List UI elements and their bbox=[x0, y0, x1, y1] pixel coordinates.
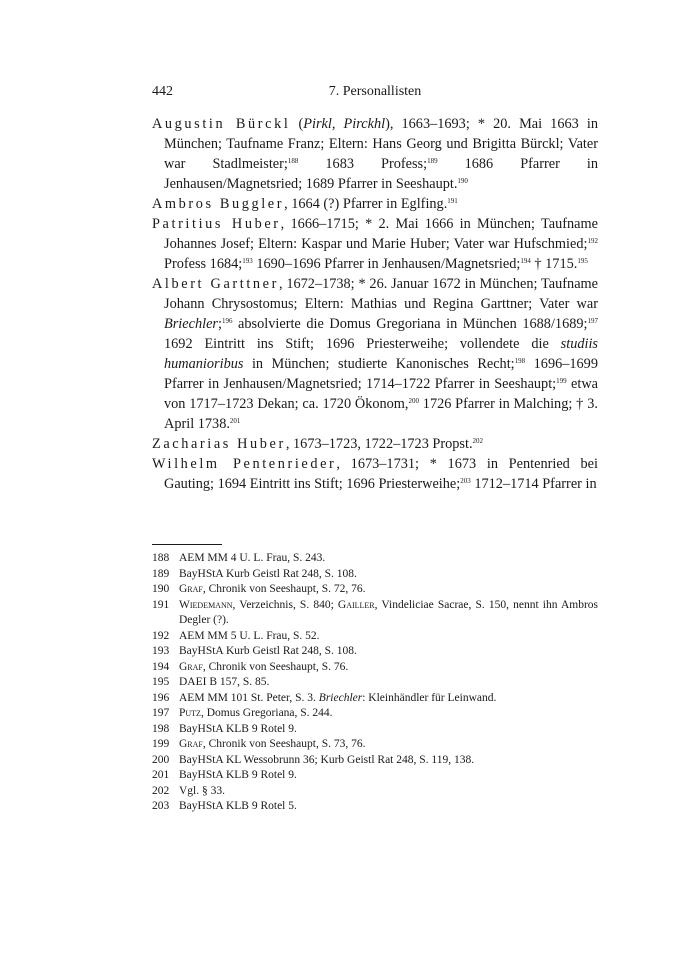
page-number: 442 bbox=[152, 84, 173, 99]
entry-name: Albert Garttner bbox=[152, 276, 279, 292]
page-body bbox=[152, 84, 598, 494]
footnote-198 bbox=[152, 722, 598, 738]
footnote-number: 202 bbox=[152, 784, 170, 797]
footnote-201 bbox=[152, 768, 598, 784]
entry-name: Augustin Bürckl bbox=[152, 116, 291, 132]
footnote-ref[interactable]: 201 bbox=[229, 417, 241, 425]
footnote-text: AEM MM 5 U. L. Frau, S. 52. bbox=[179, 629, 320, 642]
footnote-text: BayHStA KL Wessobrunn 36; Kurb Geistl Rat 248, S. 119, 138. bbox=[179, 753, 475, 766]
footnote-196 bbox=[152, 691, 598, 707]
footnote-ref[interactable]: 194 bbox=[520, 257, 531, 265]
footnote-text: BayHStA KLB 9 Rotel 5. bbox=[179, 800, 297, 812]
entry-name: Patritius Huber bbox=[152, 216, 281, 232]
footnote-ref[interactable]: 196 bbox=[221, 317, 233, 325]
footnote-188 bbox=[152, 551, 598, 567]
entry-name: Wilhelm Pentenrieder bbox=[152, 456, 337, 472]
footnote-ref[interactable]: 197 bbox=[587, 317, 598, 325]
footnote-199 bbox=[152, 737, 598, 753]
footnote-202 bbox=[152, 784, 598, 800]
footnote-190 bbox=[152, 582, 598, 598]
footnote-text: BayHStA KLB 9 Rotel 9. bbox=[179, 769, 297, 781]
footnote-number: 203 bbox=[152, 800, 170, 812]
footnote-189 bbox=[152, 567, 598, 583]
footnote-text: Wiedemann, Verzeichnis, S. 840; Gailler, Vindeliciae Sacrae, S. 150, nennt ihn Ambros Degler (?). bbox=[179, 598, 599, 626]
footnote-text: AEM MM 4 U. L. Frau, S. 243. bbox=[179, 552, 326, 564]
footnote-ref[interactable]: 191 bbox=[447, 197, 458, 205]
footnote-number: 188 bbox=[152, 552, 170, 564]
footnote-ref[interactable]: 202 bbox=[472, 437, 484, 445]
footnote-ref[interactable]: 193 bbox=[242, 257, 253, 265]
footnote-number: 189 bbox=[152, 567, 170, 580]
footnote-ref[interactable]: 199 bbox=[556, 377, 567, 385]
footnote-text: Graf, Chronik von Seeshaupt, S. 76. bbox=[179, 660, 349, 673]
footnote-200 bbox=[152, 753, 598, 769]
footnote-text: BayHStA Kurb Geistl Rat 248, S. 108. bbox=[179, 645, 357, 657]
entry-list bbox=[152, 114, 598, 494]
footnote-ref[interactable]: 189 bbox=[427, 157, 438, 165]
footnote-number: 192 bbox=[152, 629, 170, 642]
footnote-text: Graf, Chronik von Seeshaupt, S. 73, 76. bbox=[179, 738, 366, 750]
footnote-text: BayHStA KLB 9 Rotel 9. bbox=[179, 722, 297, 735]
footnote-number: 201 bbox=[152, 769, 170, 781]
footnote-text: Graf, Chronik von Seeshaupt, S. 72, 76. bbox=[179, 583, 366, 595]
footnote-number: 191 bbox=[152, 598, 170, 611]
footnote-ref[interactable]: 188 bbox=[287, 157, 299, 165]
footnote-text: BayHStA Kurb Geistl Rat 248, S. 108. bbox=[179, 567, 357, 580]
footnote-text: Putz, Domus Gregoriana, S. 244. bbox=[179, 707, 333, 719]
footnote-ref[interactable]: 203 bbox=[460, 477, 471, 485]
footnote-number: 190 bbox=[152, 583, 170, 595]
footnote-192 bbox=[152, 629, 598, 645]
entry-augustin-buerckl: Augustin Bürckl (Pirkl, Pirckhl), 1663–1693; * 20. Mai 1663 in München; Taufname Franz; Eltern: Hans Georg und Brigitta Bürckl; Vater war Stadlmeister;$^{188}$ 1683 Profess;$^{189}$ 1686 Pfarrer in Jenhausen/Magnetsried; 1689 Pfarrer in Seeshaupt.$^{190}$ bbox=[152, 116, 599, 192]
footnote-ref[interactable]: 200 bbox=[408, 397, 419, 405]
footnote-text: DAEI B 157, S. 85. bbox=[179, 676, 270, 688]
entry-ambros-buggler: Ambros Buggler, 1664 (?) Pfarrer in Eglfing.$^{191}$ bbox=[152, 196, 458, 212]
footnote-number: 195 bbox=[152, 676, 170, 688]
footnote-191 bbox=[152, 598, 598, 629]
footnote-text: Vgl. § 33. bbox=[179, 784, 225, 797]
footnote-194 bbox=[152, 660, 598, 676]
footnote-ref[interactable]: 190 bbox=[457, 177, 468, 185]
running-title: 7. Personallisten bbox=[328, 84, 422, 99]
footnote-number: 193 bbox=[152, 645, 170, 657]
footnote-divider bbox=[152, 544, 222, 545]
entry-wilhelm-pentenrieder: Wilhelm Pentenrieder, 1673–1731; * 1673 in Pentenried bei Gauting; 1694 Eintritt ins Stift; 1696 Priesterweihe;$^{203}$ 1712–1714 Pfarrer in bbox=[152, 456, 598, 492]
footnote-number: 199 bbox=[152, 738, 170, 750]
entry-zacharias-huber: Zacharias Huber, 1673–1723, 1722–1723 Propst.$^{202}$ bbox=[152, 436, 484, 452]
footnote-ref[interactable]: 192 bbox=[587, 237, 598, 245]
footnote-197 bbox=[152, 706, 598, 722]
footnote-203 bbox=[152, 799, 598, 815]
entry-patritius-huber: Patritius Huber, 1666–1715; * 2. Mai 1666 in München; Taufname Johannes Josef; Eltern: Kaspar und Marie Huber; Vater war Hufschmied;$^{192}$ Profess 1684;$^{193}$ 1690–1696 Pfarrer in Jenhausen/Magnetsried;$^{194}$ † 1715.$^{195}$ bbox=[152, 216, 598, 272]
footnote-number: 194 bbox=[152, 660, 170, 673]
footnote-number: 196 bbox=[152, 691, 170, 704]
footnote-195 bbox=[152, 675, 598, 691]
footnote-text: AEM MM 101 St. Peter, S. 3. Briechler: Kleinhändler für Leinwand. bbox=[179, 691, 497, 704]
entry-name: Zacharias Huber bbox=[152, 436, 286, 452]
footnote-ref[interactable]: 198 bbox=[514, 357, 526, 365]
footnote-number: 197 bbox=[152, 707, 170, 719]
footnote-193 bbox=[152, 644, 598, 660]
footnote-list bbox=[152, 551, 598, 815]
page-header bbox=[152, 84, 598, 104]
footnote-number: 198 bbox=[152, 722, 170, 735]
entry-name: Ambros Buggler bbox=[152, 196, 285, 212]
footnote-ref[interactable]: 195 bbox=[577, 257, 588, 265]
entry-albert-garttner: Albert Garttner, 1672–1738; * 26. Januar 1672 in München; Taufname Johann Chrysostomus; Eltern: Mathias und Regina Garttner; Vater war Briechler;$^{196}$ absolvierte die Domus Gregoriana in München 1688/1689;$^{197}$ 1692 Eintritt ins Stift; 1696 Priesterweihe; vollendete die studiis humanioribus in München; studierte Kanonisches Recht;$^{198}$ 1696–1699 Pfarrer in Jenhausen/Magnetsried; 1714–1722 Pfarrer in Seeshaupt;$^{199}$ etwa von 1717–1723 Dekan; ca. 1720 Ökonom,$^{200}$ 1726 Pfarrer in Malching; † 3. April 1738.$^{201}$ bbox=[152, 276, 598, 432]
footnote-number: 200 bbox=[152, 753, 170, 766]
